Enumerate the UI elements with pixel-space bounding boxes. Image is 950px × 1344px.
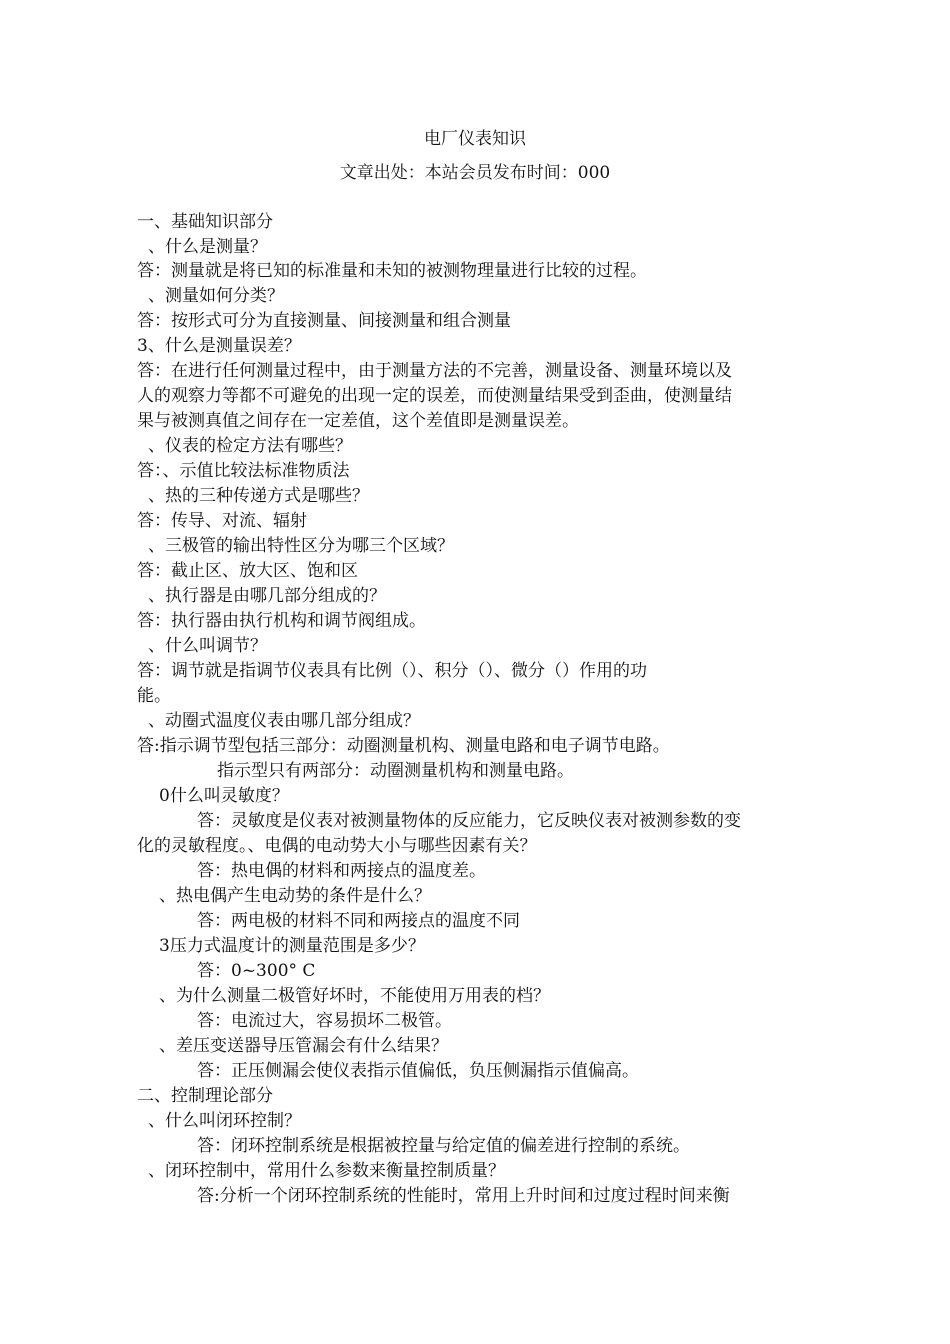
answer-line: 答:指示调节型包括三部分：动圈测量机构、测量电路和电子调节电路。 (137, 736, 670, 756)
question-line: 、差压变送器导压管漏会有什么结果？ (159, 1036, 448, 1056)
question-line: 、热的三种传递方式是哪些？ (148, 486, 369, 506)
question-line: 、三极管的输出特性区分为哪三个区域？ (148, 536, 454, 556)
question-line: 、什么叫调节？ (148, 636, 267, 656)
answer-line: 答：测量就是将已知的标准量和未知的被测物理量进行比较的过程。 (137, 261, 647, 281)
document-title: 电厂仪表知识 (424, 129, 526, 149)
answer-line: 答：传导、对流、辐射 (137, 511, 307, 531)
question-line: 、仪表的检定方法有哪些？ (148, 436, 352, 456)
answer-line: 答：电流过大，容易损坏二极管。 (197, 1011, 452, 1031)
question-line: 、执行器是由哪几部分组成的？ (148, 586, 386, 606)
answer-line: 答：执行器由执行机构和调节阀组成。 (137, 611, 426, 631)
answer-line: 指示型只有两部分：动圈测量机构和测量电路。 (217, 761, 574, 781)
question-line: 、什么是测量？ (148, 237, 267, 257)
answer-line: 答：、示值比较法标准物质法 (137, 461, 350, 481)
question-line: 3压力式温度计的测量范围是多少？ (159, 936, 425, 956)
answer-line: 答：0~300° C (197, 961, 316, 981)
answer-line: 答：正压侧漏会使仪表指示值偏低，负压侧漏指示值偏高。 (197, 1061, 639, 1081)
question-line: 0什么叫灵敏度？ (159, 786, 289, 806)
source-line: 文章出处：本站会员发布时间：000 (339, 163, 611, 183)
answer-line: 答：两电极的材料不同和两接点的温度不同 (197, 911, 520, 931)
question-line: 3、什么是测量误差？ (137, 336, 301, 356)
question-line: 、什么叫闭环控制？ (148, 1111, 301, 1131)
answer-line: 答：热电偶的材料和两接点的温度差。 (197, 861, 486, 881)
answer-line: 答：截止区、放大区、饱和区 (137, 561, 358, 581)
answer-line: 果与被测真值之间存在一定差值，这个差值即是测量误差。 (137, 411, 579, 431)
question-line: 、闭环控制中，常用什么参数来衡量控制质量？ (148, 1161, 505, 1181)
answer-line: 化的灵敏程度。、电偶的电动势大小与哪些因素有关？ (137, 836, 537, 856)
answer-line: 答：闭环控制系统是根据被控量与给定值的偏差进行控制的系统。 (197, 1136, 690, 1156)
question-line: 、动圈式温度仪表由哪几部分组成？ (148, 711, 420, 731)
question-line: 、测量如何分类？ (148, 286, 284, 306)
answer-line: 答:分析一个闭环控制系统的性能时，常用上升时间和过度过程时间来衡 (197, 1186, 730, 1206)
question-line: 、热电偶产生电动势的条件是什么？ (159, 886, 431, 906)
section-heading: 二、控制理论部分 (137, 1086, 273, 1106)
answer-line: 人的观察力等都不可避免的出现一定的误差，而使测量结果受到歪曲，使测量结 (137, 386, 732, 406)
section-heading: 一、基础知识部分 (137, 212, 273, 232)
answer-line: 答：在进行任何测量过程中，由于测量方法的不完善，测量设备、测量环境以及 (137, 361, 732, 381)
question-line: 、为什么测量二极管好坏时，不能使用万用表的档？ (159, 986, 550, 1006)
answer-line: 能。 (137, 686, 171, 706)
answer-line: 答：灵敏度是仪表对被测量物体的反应能力，它反映仪表对被测参数的变 (197, 811, 741, 831)
answer-line: 答：调节就是指调节仪表具有比例（）、积分（）、微分（）作用的功 (137, 661, 647, 681)
answer-line: 答：按形式可分为直接测量、间接测量和组合测量 (137, 311, 511, 331)
